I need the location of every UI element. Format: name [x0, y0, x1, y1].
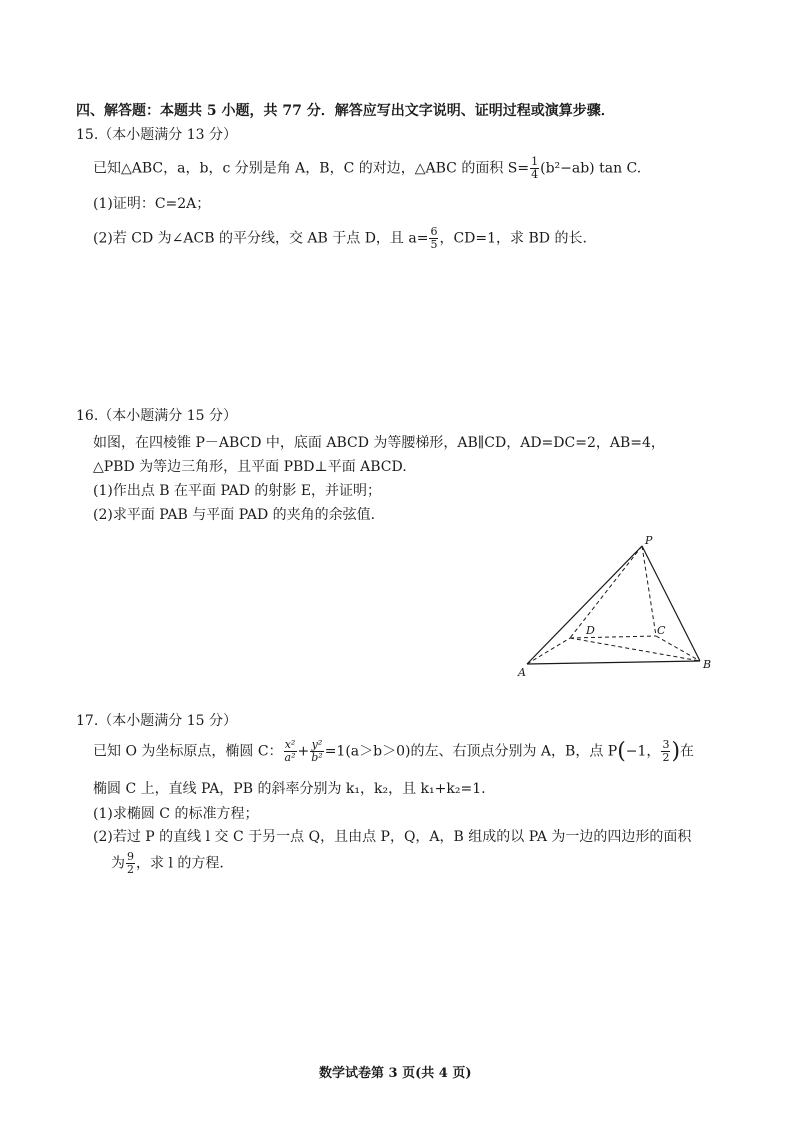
- q17-line1-a: 已知 O 为坐标原点，椭圆 C：: [93, 743, 283, 760]
- q17-line1-c: 在: [680, 743, 695, 760]
- hidden-edges: [527, 546, 700, 664]
- q17-part2-fraction: [126, 851, 135, 876]
- edge-AB: [527, 661, 700, 664]
- q17-number: 17.（本小题满分 15 分）: [76, 713, 237, 729]
- ellipse-y-num: y²: [311, 738, 323, 751]
- q15-part2-fraction: [429, 226, 438, 251]
- label-D: D: [586, 624, 595, 637]
- q16-part1: (1)作出点 B 在平面 PAD 的射影 E，并证明；: [93, 483, 382, 499]
- point-frac-num: 3: [662, 738, 670, 751]
- section-header: 四、解答题：本题共 5 小题，共 77 分．解答应写出文字说明、证明过程或演算步骤．: [76, 103, 615, 119]
- q16-number: 16.（本小题满分 15 分）: [76, 408, 237, 424]
- q17-part2-post: ，求 l 的方程.: [136, 855, 224, 872]
- edge-DC: [570, 636, 656, 638]
- q17-line1-b: =1(a＞b＞0)的左、右顶点分别为 A，B，点 P: [324, 743, 618, 760]
- q15-stem: [93, 156, 641, 181]
- label-A: A: [518, 666, 526, 679]
- q15-part1: (1)证明：C=2A；: [93, 196, 211, 212]
- label-C: C: [657, 624, 666, 637]
- q17-part2-frac-den: 2: [127, 863, 134, 876]
- q15-stem-a: 已知△ABC，a，b，c 分别是角 A，B，C 的对边，△ABC 的面积 S=: [93, 160, 530, 177]
- q17-part2-frac-num: 9: [127, 850, 134, 863]
- q15-frac-den: 4: [531, 168, 539, 181]
- edge-DB: [570, 638, 700, 661]
- q15-part2-b: ，CD=1，求 BD 的长.: [439, 230, 587, 247]
- q15-frac-num: 1: [531, 155, 539, 168]
- q15-part2-frac-num: 6: [430, 225, 438, 238]
- q17-line2: 椭圆 C 上，直线 PA，PB 的斜率分别为 k₁，k₂，且 k₁+k₂=1.: [93, 781, 486, 797]
- q17-part2-pre: 为: [111, 855, 125, 872]
- ellipse-x-den: a²: [284, 751, 296, 764]
- q16-line1: 如图，在四棱锥 P－ABCD 中，底面 ABCD 为等腰梯形，AB∥CD，AD=DC=2，AB=4，: [93, 435, 665, 451]
- q15-part2-a: (2)若 CD 为∠ACB 的平分线，交 AB 于点 D，且 a=: [93, 230, 429, 247]
- q17-part2-line1: (2)若过 P 的直线 l 交 C 于另一点 Q，且由点 P，Q，A，B 组成的以 PA 为一边的四边形的面积: [93, 829, 692, 845]
- page-footer: 数学试卷第 3 页(共 4 页): [319, 1066, 472, 1081]
- label-P: P: [645, 534, 653, 547]
- q15-fraction: [530, 156, 539, 181]
- q15-stem-b: (b²−ab) tan C.: [540, 160, 642, 177]
- point-y-fraction: [661, 739, 670, 764]
- q16-line2: △PBD 为等边三角形，且平面 PBD⊥平面 ABCD.: [93, 459, 407, 475]
- q16-part2: (2)求平面 PAB 与平面 PAD 的夹角的余弦值.: [93, 507, 376, 523]
- q15-part2-frac-den: 5: [430, 238, 438, 251]
- ellipse-y-den: b²: [311, 751, 323, 764]
- point-open-paren: (: [617, 739, 626, 764]
- plus-sign: +: [297, 743, 310, 760]
- q17-part2-line2: [111, 851, 224, 876]
- edge-PA: [527, 546, 642, 664]
- point-close-paren: ): [671, 739, 681, 764]
- q17-line1: [93, 739, 694, 764]
- ellipse-x-fraction: [284, 739, 297, 764]
- ellipse-x-num: x²: [284, 738, 296, 751]
- q15-number: 15.（本小题满分 13 分）: [76, 127, 237, 143]
- q15-part2: [93, 226, 587, 251]
- pyramid-figure: [510, 530, 730, 685]
- edge-PD: [570, 546, 642, 638]
- point-x: −1，: [625, 743, 661, 760]
- q17-part1: (1)求椭圆 C 的标准方程；: [93, 806, 259, 822]
- ellipse-y-fraction: [310, 739, 323, 764]
- label-B: B: [703, 658, 712, 671]
- point-frac-den: 2: [662, 751, 670, 764]
